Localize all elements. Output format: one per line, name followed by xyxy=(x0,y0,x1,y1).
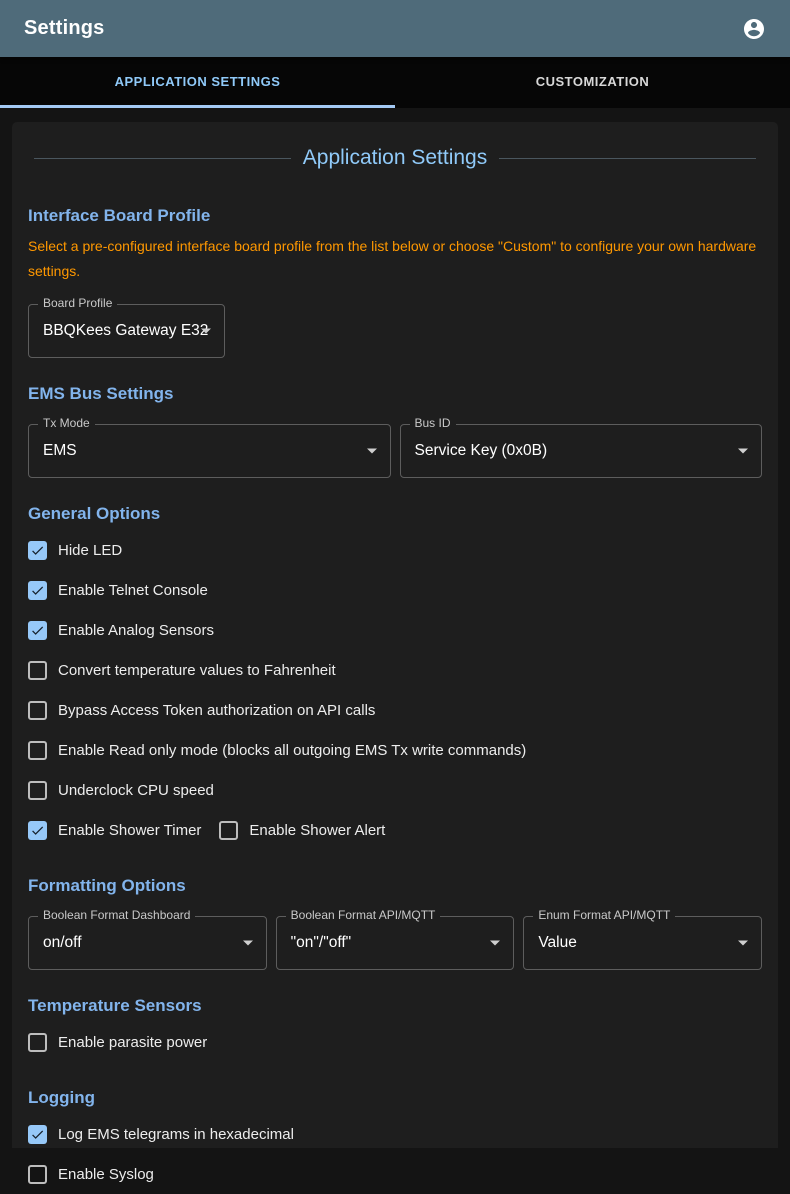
checkbox-checked-icon[interactable] xyxy=(28,581,47,600)
checkbox-unchecked-icon[interactable] xyxy=(28,1033,47,1052)
tab-application-settings[interactable]: APPLICATION SETTINGS xyxy=(0,57,395,108)
settings-card xyxy=(12,122,778,1183)
checkbox-enable-analog-sensors[interactable] xyxy=(28,621,214,640)
section-logging xyxy=(28,1088,762,1194)
page-header-title: Settings xyxy=(24,17,105,39)
select-board-profile[interactable] xyxy=(28,296,225,358)
tab-customization[interactable]: CUSTOMIZATION xyxy=(535,73,650,89)
checkbox-label: Enable Shower Alert xyxy=(249,821,386,839)
checkbox-convert-temperature-values-to-fahrenheit[interactable] xyxy=(28,661,336,680)
checkbox-enable-parasite-power[interactable] xyxy=(28,1033,207,1052)
checkbox-checked-icon[interactable] xyxy=(28,541,47,560)
select-row-interface-board-profile xyxy=(28,296,762,358)
chevron-down-icon xyxy=(201,329,211,334)
checkbox-unchecked-icon[interactable] xyxy=(28,701,47,720)
checkbox-unchecked-icon[interactable] xyxy=(28,661,47,680)
select-bus-id[interactable] xyxy=(400,416,763,478)
section-title-ems-bus-settings: EMS Bus Settings xyxy=(28,384,174,403)
section-general-options xyxy=(28,504,762,850)
checkbox-bypass-access-token-authorization-on-api-calls[interactable] xyxy=(28,701,375,720)
select-label: Boolean Format Dashboard xyxy=(38,908,195,922)
checkbox-checked-icon[interactable] xyxy=(28,821,47,840)
checkbox-enable-read-only-mode-blocks-all-outgoing-ems-tx-write-commands[interactable] xyxy=(28,741,526,760)
chevron-down-icon xyxy=(367,449,377,454)
checkbox-row xyxy=(28,1154,762,1194)
checkbox-checked-icon[interactable] xyxy=(28,621,47,640)
chevron-down-icon xyxy=(490,941,500,946)
section-interface-board-profile xyxy=(28,206,762,358)
checkbox-label: Enable Shower Timer xyxy=(58,821,202,839)
section-description: Select a pre-configured interface board profile from the list below or choose "Custom" to configure your own hardware settings. xyxy=(28,238,757,279)
section-formatting-options xyxy=(28,876,762,970)
checkbox-label: Convert temperature values to Fahrenheit xyxy=(58,661,336,679)
select-value: Service Key (0x0B) xyxy=(414,442,548,459)
checkbox-list-temperature-sensors xyxy=(28,1022,762,1062)
checkbox-enable-telnet-console[interactable] xyxy=(28,581,208,600)
checkbox-label: Bypass Access Token authorization on API calls xyxy=(58,701,376,719)
settings-sections xyxy=(28,206,762,1194)
app-bar xyxy=(0,0,790,57)
chevron-down-icon xyxy=(243,941,253,946)
select-value: Value xyxy=(538,934,577,951)
checkbox-row xyxy=(28,690,762,730)
select-boolean-format-dashboard[interactable] xyxy=(28,908,267,970)
checkbox-label: Enable parasite power xyxy=(58,1033,208,1051)
checkbox-label: Hide LED xyxy=(58,541,123,559)
checkbox-row xyxy=(28,770,762,810)
select-tx-mode[interactable] xyxy=(28,416,391,478)
checkbox-row xyxy=(28,730,762,770)
select-label: Enum Format API/MQTT xyxy=(533,908,675,922)
account-circle-icon[interactable] xyxy=(742,17,766,41)
divider-line-right xyxy=(499,158,756,159)
checkbox-label: Enable Syslog xyxy=(58,1165,154,1183)
checkbox-unchecked-icon[interactable] xyxy=(28,741,47,760)
checkbox-hide-led[interactable] xyxy=(28,541,122,560)
select-boolean-format-api-mqtt[interactable] xyxy=(276,908,515,970)
section-title-temperature-sensors: Temperature Sensors xyxy=(28,996,202,1015)
section-temperature-sensors xyxy=(28,996,762,1062)
page-content xyxy=(0,108,790,1183)
checkbox-row xyxy=(28,530,762,570)
select-value: on/off xyxy=(43,934,82,951)
checkbox-list-general-options xyxy=(28,530,762,850)
checkbox-row xyxy=(28,810,762,850)
checkbox-row xyxy=(28,650,762,690)
select-value: "on"/"off" xyxy=(290,934,352,951)
checkbox-label: Enable Analog Sensors xyxy=(58,621,214,639)
checkbox-row xyxy=(28,610,762,650)
select-value: EMS xyxy=(43,442,77,459)
checkbox-enable-syslog[interactable] xyxy=(28,1165,154,1184)
checkbox-row xyxy=(28,570,762,610)
select-label: Bus ID xyxy=(410,416,456,430)
checkbox-checked-icon[interactable] xyxy=(28,1125,47,1144)
section-title-formatting-options: Formatting Options xyxy=(28,876,186,895)
checkbox-enable-shower-alert[interactable] xyxy=(219,821,385,840)
select-enum-format-api-mqtt[interactable] xyxy=(523,908,762,970)
checkbox-label: Enable Read only mode (blocks all outgoing EMS Tx write commands) xyxy=(58,741,527,759)
checkbox-label: Enable Telnet Console xyxy=(58,581,208,599)
chevron-down-icon xyxy=(738,449,748,454)
checkbox-row xyxy=(28,1022,762,1062)
checkbox-row xyxy=(28,1114,762,1154)
checkbox-label: Underclock CPU speed xyxy=(58,781,214,799)
select-row-formatting-options xyxy=(28,908,762,970)
select-value: BBQKees Gateway E32 xyxy=(43,322,209,339)
select-label: Boolean Format API/MQTT xyxy=(286,908,441,922)
section-title-general-options: General Options xyxy=(28,504,161,523)
select-row-ems-bus-settings xyxy=(28,416,762,478)
checkbox-unchecked-icon[interactable] xyxy=(219,821,238,840)
checkbox-enable-shower-timer[interactable] xyxy=(28,821,201,840)
chevron-down-icon xyxy=(738,941,748,946)
checkbox-unchecked-icon[interactable] xyxy=(28,781,47,800)
page-title: Application Settings xyxy=(302,146,488,169)
select-label: Board Profile xyxy=(38,296,117,310)
section-title-interface-board-profile: Interface Board Profile xyxy=(28,206,211,225)
divider-line-left xyxy=(34,158,291,159)
checkbox-underclock-cpu-speed[interactable] xyxy=(28,781,214,800)
tab-bar xyxy=(0,57,790,108)
checkbox-label: Log EMS telegrams in hexadecimal xyxy=(58,1125,294,1143)
checkbox-unchecked-icon[interactable] xyxy=(28,1165,47,1184)
checkbox-log-ems-telegrams-in-hexadecimal[interactable] xyxy=(28,1125,294,1144)
title-divider xyxy=(34,146,756,170)
section-title-logging: Logging xyxy=(28,1088,96,1107)
checkbox-list-logging xyxy=(28,1114,762,1194)
select-label: Tx Mode xyxy=(38,416,95,430)
section-ems-bus-settings xyxy=(28,384,762,478)
